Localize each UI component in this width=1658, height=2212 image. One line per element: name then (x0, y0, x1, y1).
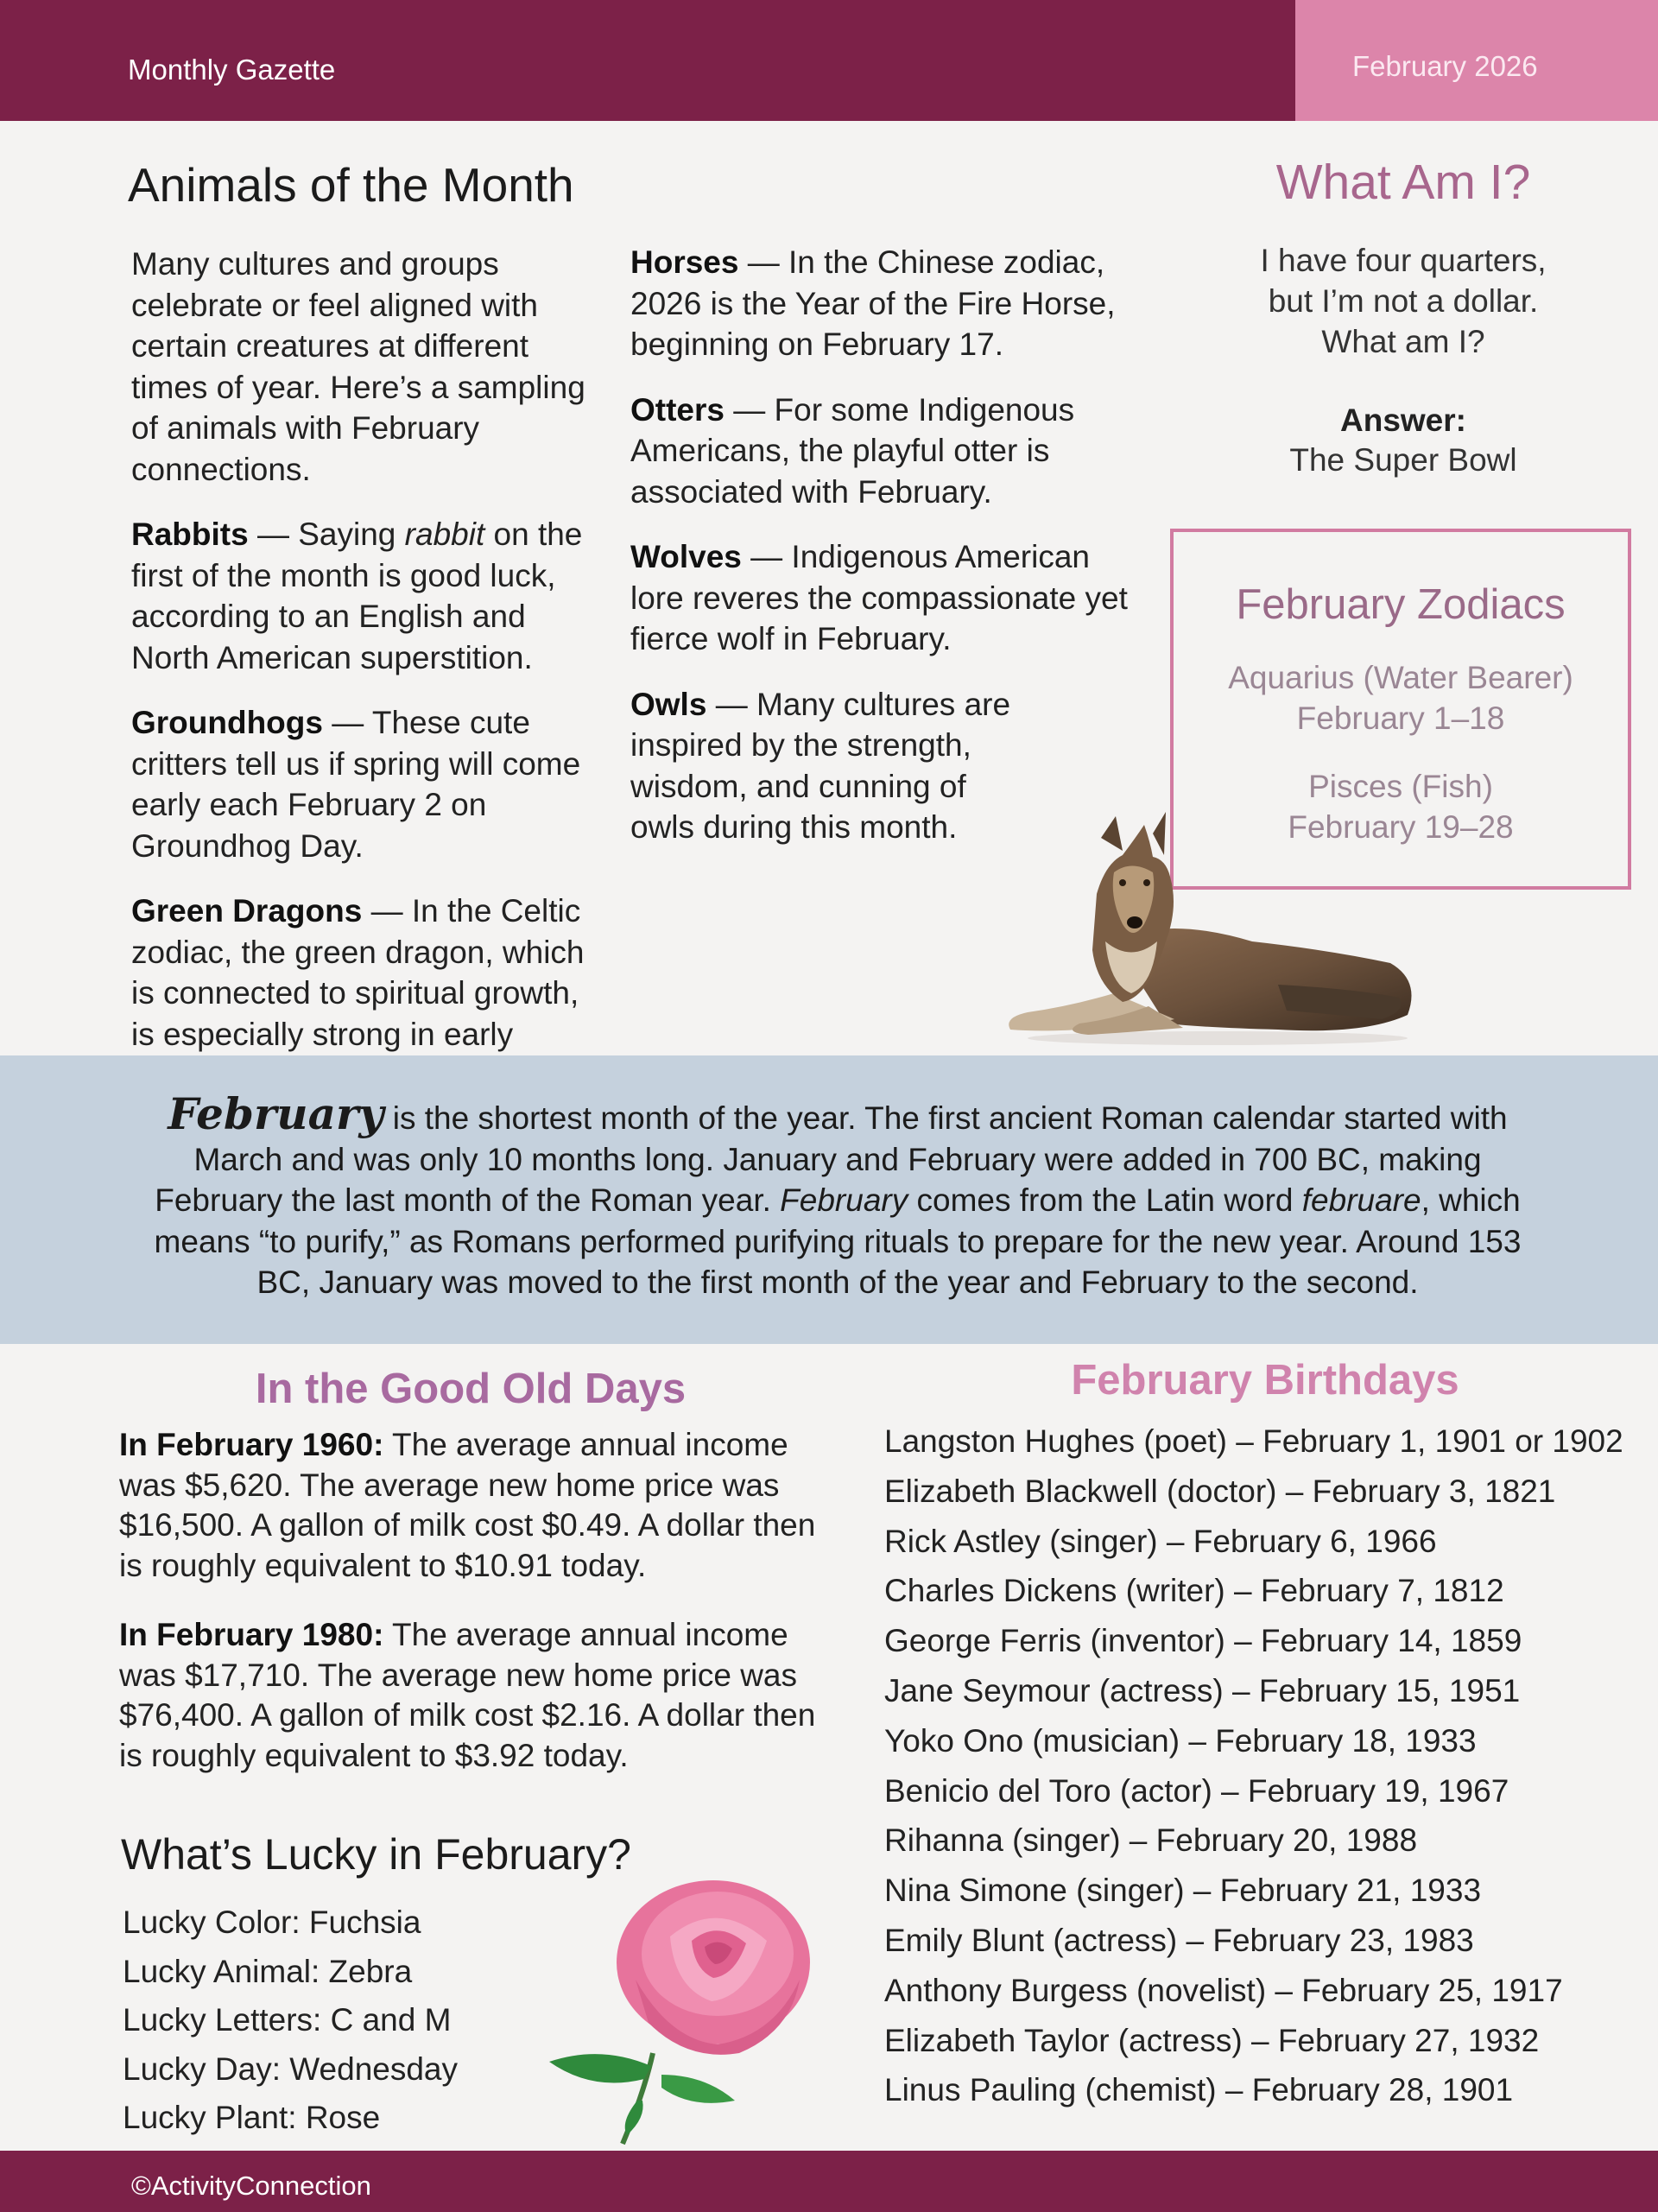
animals-intro: Many cultures and groups celebrate or feel aligned with certain creatures at different times of year. Here’s a sampling of animals with February connections. (131, 246, 585, 487)
birthday-item: Elizabeth Blackwell (doctor) – February 3, 1821 (884, 1473, 1556, 1509)
zodiac-sign-aquarius: Aquarius (Water Bearer) (1228, 660, 1573, 695)
lucky-item: Lucky Animal: Zebra (123, 1953, 413, 1989)
birthday-item: Linus Pauling (chemist) – February 28, 1901 (884, 2072, 1514, 2108)
lucky-item: Lucky Color: Fuchsia (123, 1905, 421, 1940)
animal-entry-otters: Otters — For some Indigenous Americans, the playful otter is associated with February. (630, 391, 1075, 510)
riddle-answer-label: Answer: (1340, 402, 1466, 438)
riddle-text: I have four quarters, but I’m not a dollar. What am I? (1260, 243, 1547, 359)
birthday-item: Charles Dickens (writer) – February 7, 1812 (884, 1573, 1504, 1609)
animal-name: Wolves (630, 539, 742, 574)
riddle-answer: The Super Bowl (1289, 442, 1517, 478)
birthday-item: Benicio del Toro (actor) – February 19, 1967 (884, 1772, 1509, 1809)
publication-title: Monthly Gazette (128, 54, 336, 86)
animal-entry-horses: Horses — In the Chinese zodiac, 2026 is the Year of the Fire Horse, beginning on February 17. (630, 244, 1116, 362)
good-old-days-1980: In February 1980: The average annual income was $17,710. The average new home price was $76,400. A gallon of milk cost $2.16. A dollar then is roughly equivalent to $3.92 today. (119, 1617, 816, 1773)
animal-name: Rabbits (131, 517, 249, 552)
birthdays-list (884, 1417, 1644, 2115)
birthday-item: Emily Blunt (actress) – February 23, 1983 (884, 1922, 1474, 1958)
zodiac-dates-pisces: February 19–28 (1288, 809, 1514, 845)
birthday-item: George Ferris (inventor) – February 14, 1859 (884, 1623, 1522, 1659)
animal-name: Owls (630, 686, 707, 722)
lucky-section-title: What’s Lucky in February? (121, 1830, 631, 1879)
animals-column-2 (630, 242, 1131, 872)
lucky-item: Lucky Plant: Rose (123, 2100, 381, 2135)
birthday-item: Elizabeth Taylor (actress) – February 27, 1932 (884, 2022, 1540, 2058)
animal-name: Green Dragons (131, 893, 363, 929)
animal-entry-rabbits: Rabbits — Saying rabbit on the first of the month is good luck, according to an English and North American superstition. (131, 517, 583, 675)
rose-image (541, 1867, 817, 2152)
birthday-item: Rick Astley (singer) – February 6, 1966 (884, 1523, 1437, 1559)
zodiac-title: February Zodiacs (1236, 581, 1566, 628)
lucky-list (123, 1898, 606, 2143)
wolf-image (993, 812, 1425, 1045)
animals-section-title: Animals of the Month (128, 158, 574, 212)
birthdays-title: February Birthdays (1071, 1357, 1459, 1404)
animal-entry-wolves: Wolves — Indigenous American lore reveres the compassionate yet fierce wolf in February. (630, 539, 1128, 656)
birthday-item: Langston Hughes (poet) – February 1, 1901 or 1902 (884, 1423, 1623, 1459)
zodiac-dates-aquarius: February 1–18 (1296, 700, 1505, 736)
lucky-item: Lucky Letters: C and M (123, 2002, 452, 2038)
lucky-item: Lucky Day: Wednesday (123, 2050, 459, 2087)
birthday-item: Rihanna (singer) – February 20, 1988 (884, 1822, 1418, 1859)
animal-name: Otters (630, 391, 725, 428)
issue-date: February 2026 (1352, 50, 1538, 82)
zodiac-sign-pisces: Pisces (Fish) (1308, 769, 1493, 804)
animal-name: Groundhogs (131, 705, 323, 740)
animals-column-1 (131, 244, 589, 1120)
birthday-item: Anthony Burgess (novelist) – February 25, 1917 (884, 1972, 1563, 2008)
copyright-text: ©ActivityConnection (131, 2171, 371, 2201)
good-old-days-1960: In February 1960: The average annual income was $5,620. The average new home price was $16,500. A gallon of milk cost $0.49. A dollar then is roughly equivalent to $10.91 today. (119, 1427, 816, 1583)
birthday-item: Nina Simone (singer) – February 21, 1933 (884, 1873, 1482, 1909)
animal-entry-groundhogs: Groundhogs — These cute critters tell us if spring will come early each February 2 on Groundhog Day. (131, 705, 581, 864)
good-old-days-title: In the Good Old Days (255, 1366, 687, 1412)
birthday-item: Yoko Ono (musician) – February 18, 1933 (884, 1722, 1477, 1759)
riddle-title: What Am I? (1275, 155, 1531, 210)
animal-entry-green-dragons: Green Dragons — In the Celtic zodiac, the green dragon, which is connected to spiritual growth, is especially strong in early (131, 893, 585, 1052)
birthday-item: Jane Seymour (actress) – February 15, 1951 (884, 1672, 1521, 1708)
animal-entry-owls: Owls — Many cultures are inspired by the strength, wisdom, and cunning of owls during this month. (630, 686, 1011, 845)
february-fact-text: February is the shortest month of the year. The first ancient Roman calendar started with March and was only 10 months long. January and February were added in 700 BC, making February the last month of the Roman year. February comes from the Latin word februare, which means “to purify,” as Romans performed purifying rituals to prepare for the new year. Around 153 BC, January was moved to the first month of the year and February to the second. (154, 1088, 1522, 1300)
animal-name: Horses (630, 244, 739, 280)
